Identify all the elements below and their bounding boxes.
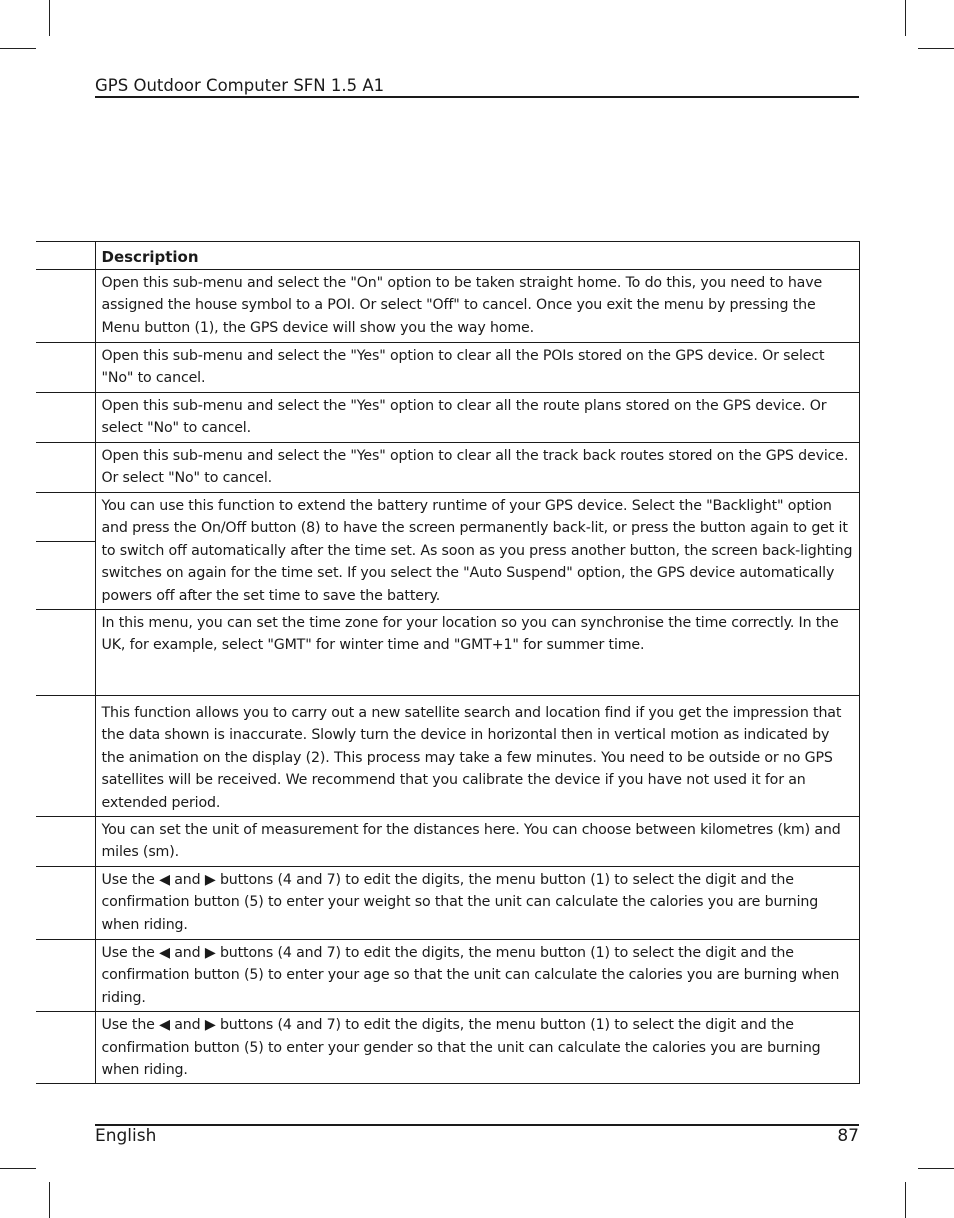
crop-mark (905, 0, 906, 36)
table-cell-empty (36, 443, 95, 493)
table-row (36, 696, 859, 817)
crop-mark (49, 0, 50, 36)
table-row (36, 443, 859, 493)
table-cell-empty (36, 393, 95, 443)
table-cell-empty (36, 696, 95, 817)
table-cell-empty (36, 817, 95, 867)
footer-language: English (95, 1126, 157, 1146)
table-cell-description: This function allows you to carry out a new satellite search and location find if you get the impression that the data shown is inaccurate. Slowly turn the device in horizontal then in vertical motion as indicated by the animation on the display (2). This process may take a few minutes. You need to be outside or no GPS satellites will be received. We recommend that you calibrate the device if you have not used it for an extended period. (95, 696, 859, 817)
table-row (36, 610, 859, 696)
table-row (36, 393, 859, 443)
table-header-empty-cell (36, 242, 95, 270)
table-cell-empty (36, 343, 95, 393)
table-cell-description: Use the ◀ and ▶ buttons (4 and 7) to edit the digits, the menu button (1) to select the digit and the confirmation button (5) to enter your gender so that the unit can calculate the calories you are burning when riding. (95, 1012, 859, 1084)
footer-divider (95, 1124, 859, 1126)
table-cell-empty (36, 493, 95, 610)
table-row (36, 866, 859, 939)
table-cell-description: Open this sub-menu and select the "On" option to be taken straight home. To do this, you need to have assigned the house symbol to a POI. Or select "Off" to cancel. Once you exit the menu by pressing the Menu button (1), the GPS device will show you the way home. (95, 270, 859, 343)
table-row (36, 939, 859, 1011)
page-header-title: GPS Outdoor Computer SFN 1.5 A1 (95, 76, 385, 95)
crop-mark (0, 48, 36, 49)
table-cell-description: Open this sub-menu and select the "Yes" option to clear all the route plans stored on the GPS device. Or select "No" to cancel. (95, 393, 859, 443)
crop-mark (905, 1182, 906, 1218)
table-cell-empty (36, 1012, 95, 1084)
table-cell-description: You can use this function to extend the battery runtime of your GPS device. Select the "Backlight" option and press the On/Off button (8) to have the screen permanently back-lit, or press the button again to get it to switch off automatically after the time set. As soon as you press another button, the screen back-lighting switches on again for the time set. If you select the "Auto Suspend" option, the GPS device automatically powers off after the set time to save the battery. (95, 493, 859, 610)
table-cell-description: In this menu, you can set the time zone for your location so you can synchronise the time correctly. In the UK, for example, select "GMT" for winter time and "GMT+1" for summer time. (95, 610, 859, 696)
page-number: 87 (837, 1126, 859, 1146)
table-header-description: Description (95, 242, 859, 270)
table-cell-empty (36, 866, 95, 939)
table-row (36, 1012, 859, 1084)
table-cell-empty (36, 270, 95, 343)
table-cell-empty (36, 939, 95, 1011)
table-row (36, 817, 859, 867)
table-row (36, 493, 859, 610)
table-row (36, 270, 859, 343)
table-cell-empty (36, 610, 95, 696)
cell-divider (36, 541, 95, 542)
table-cell-description: Open this sub-menu and select the "Yes" option to clear all the POIs stored on the GPS device. Or select "No" to cancel. (95, 343, 859, 393)
crop-mark (0, 1168, 36, 1169)
table-row (36, 343, 859, 393)
table-cell-description: You can set the unit of measurement for the distances here. You can choose between kilometres (km) and miles (sm). (95, 817, 859, 867)
table-cell-description: Use the ◀ and ▶ buttons (4 and 7) to edit the digits, the menu button (1) to select the digit and the confirmation button (5) to enter your age so that the unit can calculate the calories you are burning when riding. (95, 939, 859, 1011)
crop-mark (918, 48, 954, 49)
header-divider (95, 96, 859, 98)
crop-mark (49, 1182, 50, 1218)
crop-mark (918, 1168, 954, 1169)
table-cell-description: Open this sub-menu and select the "Yes" option to clear all the track back routes stored on the GPS device. Or select "No" to cancel. (95, 443, 859, 493)
table-cell-description: Use the ◀ and ▶ buttons (4 and 7) to edit the digits, the menu button (1) to select the digit and the confirmation button (5) to enter your weight so that the unit can calculate the calories you are burning when riding. (95, 866, 859, 939)
table-header-row (36, 242, 859, 270)
description-table (36, 241, 860, 1084)
